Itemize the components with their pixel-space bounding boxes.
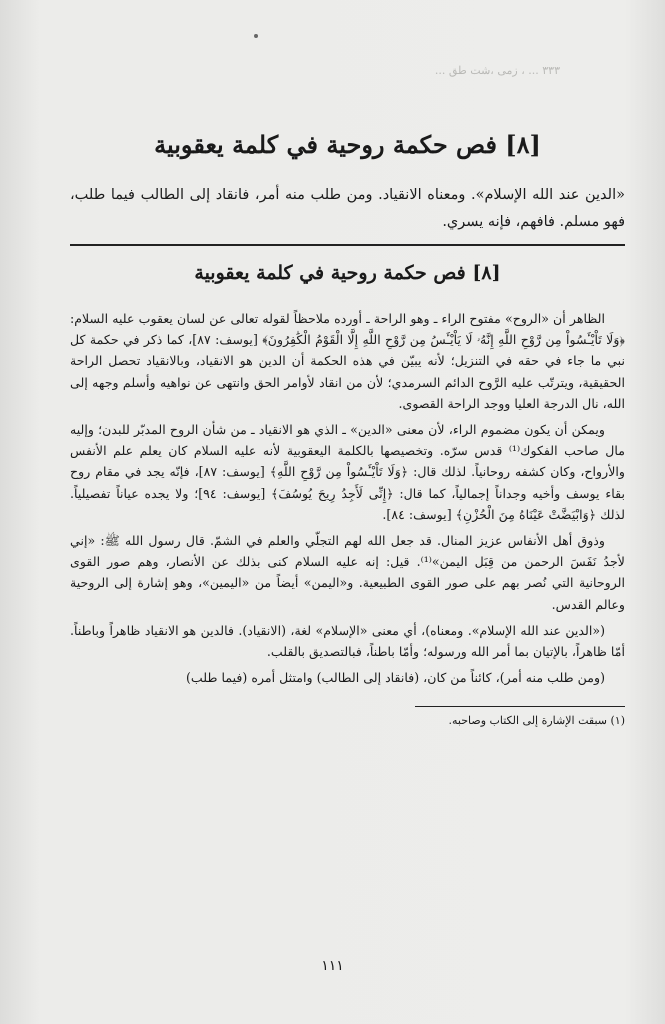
commentary-paragraph: («الدين عند الله الإسلام». ومعناه)، أي معنى «الإسلام» لغة، (الانقياد). فالدين هو الانقياد ظاهراً وباطناً. أمّا ظاهراً، بالإتيان بما أمر الله ورسوله؛ وأمّا باطناً، فبالتصديق بالقلب. xyxy=(70,622,625,660)
matn-text: «الدين عند الله الإسلام». ومعناه الانقياد. ومن طلب منه أمر، فانقاد إلى الطالب فيما طلب، فهو مسلم. فافهم، فإنه يسري. xyxy=(70,187,625,230)
commentary-paragraph: الظاهر أن «الروح» مفتوح الراء ـ وهو الراحة ـ أورده ملاحظاً لقوله تعالى عن لسان يعقوب عليه السلام: ﴿وَلَا تَاْيْـَٔسُواْ مِن رَّوْحِ اللَّهِ إِنَّهُۥ لَا يَاْيْـَٔسُ مِن رَّوْحِ اللَّهِ إِلَّا الْقَوْمُ الْكَٰفِرُونَ﴾ [يوسف: ٨٧]، كما ذكر في حكمة كل نبي ما جاء في حقه في التنزيل؛ لأنه يبيّن في هذه الحكمة أن الدين هو الانقياد، وبالانقياد تحصل الراحة الحقيقية، ويترتّب عليه الرَّوح الدائم السرمدي؛ لأن من انقاد لأوامر الحق وانتهى عن نواهيه وأسلم وجهه إلى الله، نال الدرجة العليا ووجد الراحة القصوى. xyxy=(70,311,625,411)
page-number: ١١١ xyxy=(321,958,344,974)
bleed-through-running-head: ٣٣٣ ... ، زمى ،شت طق ... xyxy=(434,64,560,77)
footnote: (١) سبقت الإشارة إلى الكتاب وصاحبه. xyxy=(448,714,625,728)
separator-rule xyxy=(70,244,625,246)
chapter-title: [٨] فص حكمة روحية في كلمة يعقوبية xyxy=(154,130,541,159)
commentary-title: [٨] فص حكمة روحية في كلمة يعقوبية xyxy=(194,262,501,284)
footnote-rule xyxy=(415,706,625,707)
commentary-paragraph: (ومن طلب منه أمر)، كائناً من كان، (فانقاد إلى الطالب) وامتثل أمره (فيما طلب) xyxy=(186,670,605,686)
commentary-paragraph: ويمكن أن يكون مضموم الراء، لأن معنى «الدين» ـ الذي هو الانقياد ـ من شأن الروح المدبّر للبدن؛ وإليه مال صاحب الفكوك⁽¹⁾ قدس سرّه. وتخصيصها بالكلمة اليعقوبية لأنه عليه السلام كان يعلم علم الأنفس والأرواح، وكان كشفه روحانياً. لذلك قال: ﴿وَلَا تَاْيْـَٔسُواْ مِن رَّوْحِ اللَّهِ﴾ [يوسف: ٨٧]، فإنّه يجد في مقام روح بقاء يوسف وأخيه وجداناً إجمالياً، كما قال: ﴿إِنِّى لَأَجِدُ رِيحَ يُوسُفَ﴾ [يوسف: ٩٤]؛ ولا يجده عياناً تفصيلياً. لذلك ﴿وَابْيَضَّتْ عَيْنَاهُ مِنَ الْحُزْنِ﴾ [يوسف: ٨٤]. xyxy=(70,422,626,522)
commentary-paragraph: وذوق أهل الأنفاس عزيز المنال. قد جعل الله لهم التجلّي والعلم في الشمّ. قال رسول الله ﷺ: «إني لأجدُ نَفَسَ الرحمن من قِبَل اليمن»⁽¹⁾. قيل: إنه عليه السلام كنى بذلك عن الأنصار، وهم صور القوى الروحانية التي نُصر بهم على صور القوى الطبيعية. و«اليمن» أيضاً من «اليمين»، وهو إشارة إلى الروحية وعالم القدس. xyxy=(70,533,625,612)
ink-dot xyxy=(254,34,258,38)
page-body xyxy=(70,128,625,729)
